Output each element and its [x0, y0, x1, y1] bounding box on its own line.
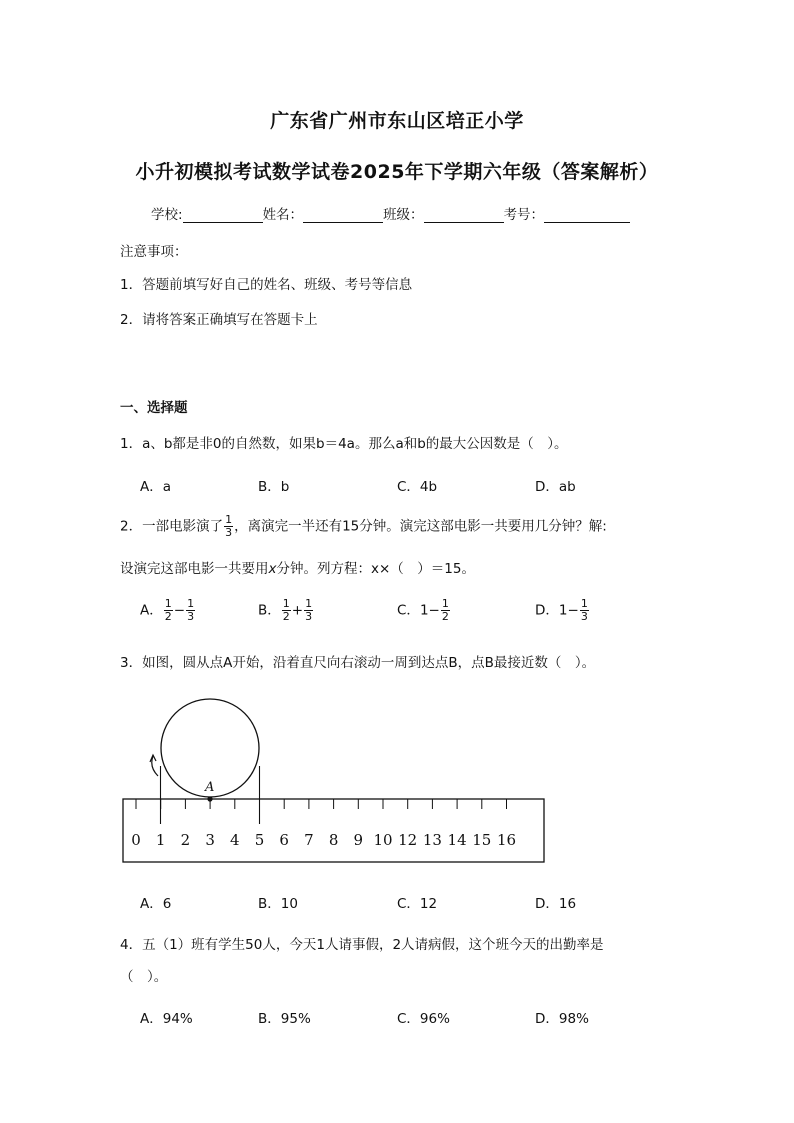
ruler-tick-label: 5 [254, 831, 265, 849]
operator: − [428, 602, 440, 619]
ruler-tick-label: 4 [230, 831, 240, 849]
ruler-tick-label: 1 [155, 831, 166, 849]
point-a-marker [207, 796, 212, 801]
notes-heading: 注意事项： [120, 244, 188, 260]
question-3-stem: 3．如图，圆从点A开始，沿着直尺向右滚动一周到达点B，点B最接近数（ ）。 [120, 655, 596, 671]
option-fraction [164, 598, 173, 623]
school-blank[interactable] [183, 206, 263, 223]
ruler-tick-label: 0 [131, 831, 141, 849]
ruler [123, 799, 544, 862]
ruler-tick-label: 9 [353, 831, 364, 849]
q2-fraction [224, 514, 233, 539]
fraction-numerator: 1 [164, 597, 172, 610]
fraction-denominator: 3 [187, 610, 195, 623]
fraction-denominator: 2 [282, 610, 290, 623]
ruler-tick-label: 6 [279, 831, 289, 849]
q4-option-c[interactable]: C．96% [397, 1011, 450, 1027]
option-label: A． [140, 602, 163, 619]
option-label: C． [397, 602, 420, 619]
info-line [151, 203, 630, 223]
q1-option-d[interactable]: D．ab [535, 479, 576, 495]
q2-option-a[interactable] [140, 598, 196, 623]
fraction-denominator: 3 [580, 610, 588, 623]
rotation-arrow-icon [152, 756, 158, 776]
name-blank[interactable] [303, 206, 383, 223]
fraction-numerator: 1 [282, 597, 290, 610]
q2-stem-part: 设演完这部电影一共要用 [120, 561, 269, 577]
q4-option-a[interactable]: A．94% [140, 1011, 193, 1027]
operator: + [291, 602, 304, 619]
question-2-line2 [120, 557, 475, 577]
operator: − [567, 602, 579, 619]
note-item: 1．答题前填写好自己的姓名、班级、考号等信息 [120, 277, 413, 293]
option-fraction [282, 598, 291, 623]
ruler-tick-label: 15 [472, 831, 492, 849]
option-fraction [441, 598, 450, 623]
fraction-numerator: 1 [441, 597, 449, 610]
ruler-tick-label: 10 [373, 831, 393, 849]
arrow-head-icon [150, 755, 156, 762]
q2-variable: x [268, 561, 277, 577]
q3-option-c[interactable]: C．12 [397, 896, 438, 912]
class-blank[interactable] [424, 206, 504, 223]
q1-option-c[interactable]: C．4b [397, 479, 438, 495]
exam-subtitle: 小升初模拟考试数学试卷2025年下学期六年级（答案解析） [135, 161, 659, 183]
ruler-tick-label: 16 [496, 831, 517, 849]
note-item: 2．请将答案正确填写在答题卡上 [120, 312, 318, 328]
q2-stem-part: 分钟。列方程：x×（ ）＝15。 [276, 561, 475, 577]
rolling-circle [161, 699, 259, 797]
exam-no-label: 考号： [503, 207, 545, 223]
q2-option-b[interactable] [258, 598, 314, 623]
q4-option-b[interactable]: B．95% [258, 1011, 311, 1027]
fraction-denominator: 2 [441, 610, 449, 623]
option-label: D． [535, 602, 559, 619]
question-2-stem [120, 514, 607, 539]
option-fraction [580, 598, 589, 623]
ruler-tick-label: 14 [447, 831, 467, 849]
fraction-denominator: 3 [305, 610, 313, 623]
whole-number: 1 [419, 602, 429, 619]
fraction-numerator: 1 [187, 597, 195, 610]
question-4-stem-line2: （ ）。 [120, 969, 168, 985]
option-fraction [186, 598, 195, 623]
q2-stem-part: ，离演完一半还有15分钟。演完这部电影一共要用几分钟？解: [234, 518, 607, 535]
q2-stem-part: 2．一部电影演了 [120, 518, 224, 535]
section-heading: 一、选择题 [120, 400, 188, 416]
option-label: B． [258, 602, 281, 619]
page-title: 广东省广州市东山区培正小学 [270, 110, 524, 132]
q2-option-d[interactable] [535, 598, 590, 623]
operator: − [173, 602, 186, 619]
ruler-tick-label: 12 [398, 831, 418, 849]
fraction-numerator: 1 [225, 513, 233, 526]
name-label: 姓名： [262, 207, 304, 223]
q1-option-b[interactable]: B．b [258, 479, 290, 495]
ruler-tick-label: 13 [422, 831, 442, 849]
fraction-denominator: 3 [225, 526, 233, 539]
q2-option-c[interactable] [397, 598, 451, 623]
q3-option-a[interactable]: A．6 [140, 896, 172, 912]
q4-option-d[interactable]: D．98% [535, 1011, 589, 1027]
class-label: 班级： [383, 207, 424, 223]
exam-no-blank[interactable] [544, 206, 630, 223]
q3-option-b[interactable]: B．10 [258, 896, 298, 912]
fraction-denominator: 2 [164, 610, 172, 623]
ruler-ticks [131, 799, 516, 849]
ruler-tick-label: 8 [328, 831, 339, 849]
q1-option-a[interactable]: A．a [140, 479, 172, 495]
ruler-tick-label: 2 [180, 831, 191, 849]
fraction-numerator: 1 [580, 597, 588, 610]
question-1-stem: 1．a、b都是非0的自然数，如果b＝4a。那么a和b的最大公因数是（ ）。 [120, 436, 568, 452]
point-a-label: A [205, 780, 215, 795]
option-fraction [304, 598, 313, 623]
ruler-tick-label: 7 [304, 831, 314, 849]
q3-option-d[interactable]: D．16 [535, 896, 577, 912]
ruler-tick-label: 3 [205, 831, 215, 849]
school-label: 学校: [151, 207, 183, 223]
question-4-stem: 4．五（1）班有学生50人，今天1人请事假，2人请病假，这个班今天的出勤率是 [120, 937, 604, 953]
fraction-numerator: 1 [305, 597, 313, 610]
whole-number: 1 [558, 602, 568, 619]
